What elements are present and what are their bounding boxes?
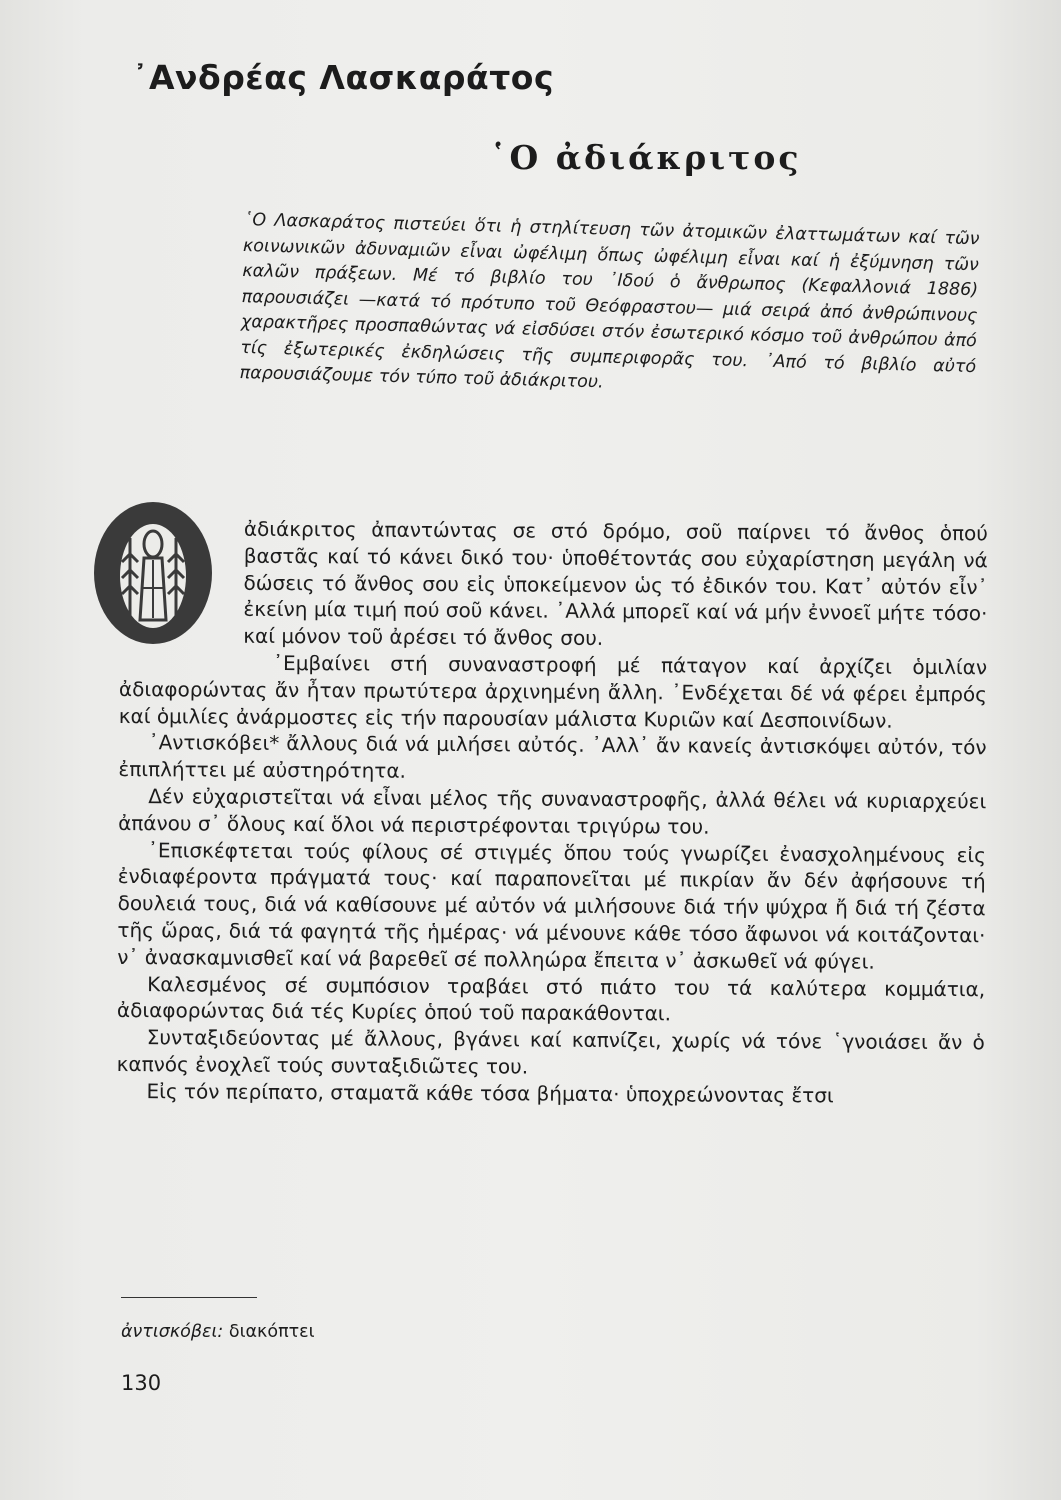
body-text [116,515,988,1110]
body-paragraph: Δέν εὐχαριστεῖται νά εἶναι μέλος τῆς συναναστροφῆς, ἀλλά θέλει νά κυριαρχεύει ἀπάνου σ᾿ ὅλους καί ὅλοι νά περιστρέφονται τριγύρω του. [118,784,987,839]
body-paragraph: ᾿Επισκέφτεται τούς φίλους σέ στιγμές ὅπου τούς γνωρίζει ἐνασχολημένους εἰς ἐνδιαφέροντα πράγματά τους· καί παραπονεῖται μέ πικρίαν ἄν δέν ἀφήσουνε τή δουλειά τους, διά νά καθίσουνε μέ αὐτόν νά μιλήσουνε διά τήν ψύχρα ἤ διά τή ζέστα τῆς ὥρας, διά τά φαγητά τῆς ἡμέρας· νά μένουνε κάθε τόσο ἄφωνοι νά κοιτάζονται· ν᾿ ἀνασκαμνισθεῖ καί νά βαρεθεῖ σέ πολληώρα ἔπειτα ν᾿ ἀσκωθεῖ νά φύγει. [117,837,987,974]
intro-paragraph: ῾Ο Λασκαράτος πιστεύει ὅτι ἡ στηλίτευση τῶν ἀτομικῶν ἐλαττωμάτων καί τῶν κοινωνικῶν ἀδυναμιῶν εἶναι ὠφέλιμη ὅπως ὠφέλιμη εἶναι καί ἡ ἐξύμνηση τῶν καλῶν πράξεων. Μέ τό βιβλίο του ᾿Ιδού ὁ ἄνθρωπος (Κεφαλλονιά 1886) παρουσιάζει —κατά τό πρότυπο τοῦ Θεόφραστου— μιά σειρά ἀπό ἀνθρώπινους χαρακτῆρες προσπαθώντας νά εἰσδύσει στόν ἐσωτερικό κόσμο τοῦ ἀνθρώπου ἀπό τίς ἐξωτερικές ἐκδηλώσεις τῆς συμπεριφορᾶς του. ᾿Από τό βιβλίο αὐτό παρουσιάζουμε τόν τύπο τοῦ ἀδιάκριτου. [239,209,980,393]
body-paragraph: ᾿Εμβαίνει στή συναναστροφή μέ πάταγον καί ἀρχίζει ὁμιλίαν ἀδιαφορώντας ἄν ἦταν πρωτύτερα ἀρχινημένη ἄλλη. ᾿Ενδέχεται δέ νά φέρει ἐμπρός καί ὁμιλίες ἀνάρμοστες εἰς τήν παρουσίαν μάλιστα Κυριῶν καί Δεσποινίδων. [118,650,988,733]
author-heading: ᾿Ανδρέας Λασκαράτος [132,58,555,97]
footnote [121,1322,315,1342]
initial-space [119,515,242,676]
body-paragraph: ᾿Αντισκόβει* ἄλλους διά νά μιλήσει αὐτός. ᾿Αλλ᾿ ἄν κανείς ἀντισκόψει αὐτόν, τόν ἐπιπλήττει μέ αὐστηρότητα. [118,730,987,783]
chapter-title: ῾Ο ἀδιάκριτος [490,138,802,177]
footnote-term: ἀντισκόβει: [121,1322,224,1342]
body-paragraph: Συνταξιδεύοντας μέ ἄλλους, βγάνει καί καπνίζει, χωρίς νά τόνε ῾γνοιάσει ἄν ὁ καπνός ἐνοχλεῖ τούς συνταξιδιῶτες του. [116,1025,985,1079]
footnote-divider [121,1297,257,1298]
body-paragraph: Καλεσμένος σέ συμπόσιον τραβάει στό πιάτο του τά καλύτερα κομμάτια, ἀδιαφορώντας διά τές Κυρίες ὁπού τοῦ παρακάθονται. [116,971,986,1026]
page-number: 130 [121,1371,162,1395]
body-paragraph: ἀδιάκριτος ἀπαντώντας σε στό δρόμο, σοῦ παίρνει τό ἄνθος ὁπού βαστᾶς καί τό κάνει δικό του· ὑποθέτοντάς σου εὐχαρίστηση μεγάλη νά δώσεις τό ἄνθος σου εἰς ὑποκείμενον ὡς τό ἐδικόν του. Κατ᾿ αὐτόν εἶν᾿ ἐκείνη μία τιμή πού σοῦ κάνει. ᾿Αλλά μπορεῖ καί νά μήν ἐννοεῖ μήτε τόσο· καί μόνον τοῦ ἀρέσει τό ἄνθος σου. [243,516,988,651]
footnote-definition: διακόπτει [223,1322,315,1342]
body-paragraph: Εἰς τόν περίπατο, σταματᾶ κάθε τόσα βήματα· ὑποχρεώνοντας ἔτσι [146,1078,834,1108]
